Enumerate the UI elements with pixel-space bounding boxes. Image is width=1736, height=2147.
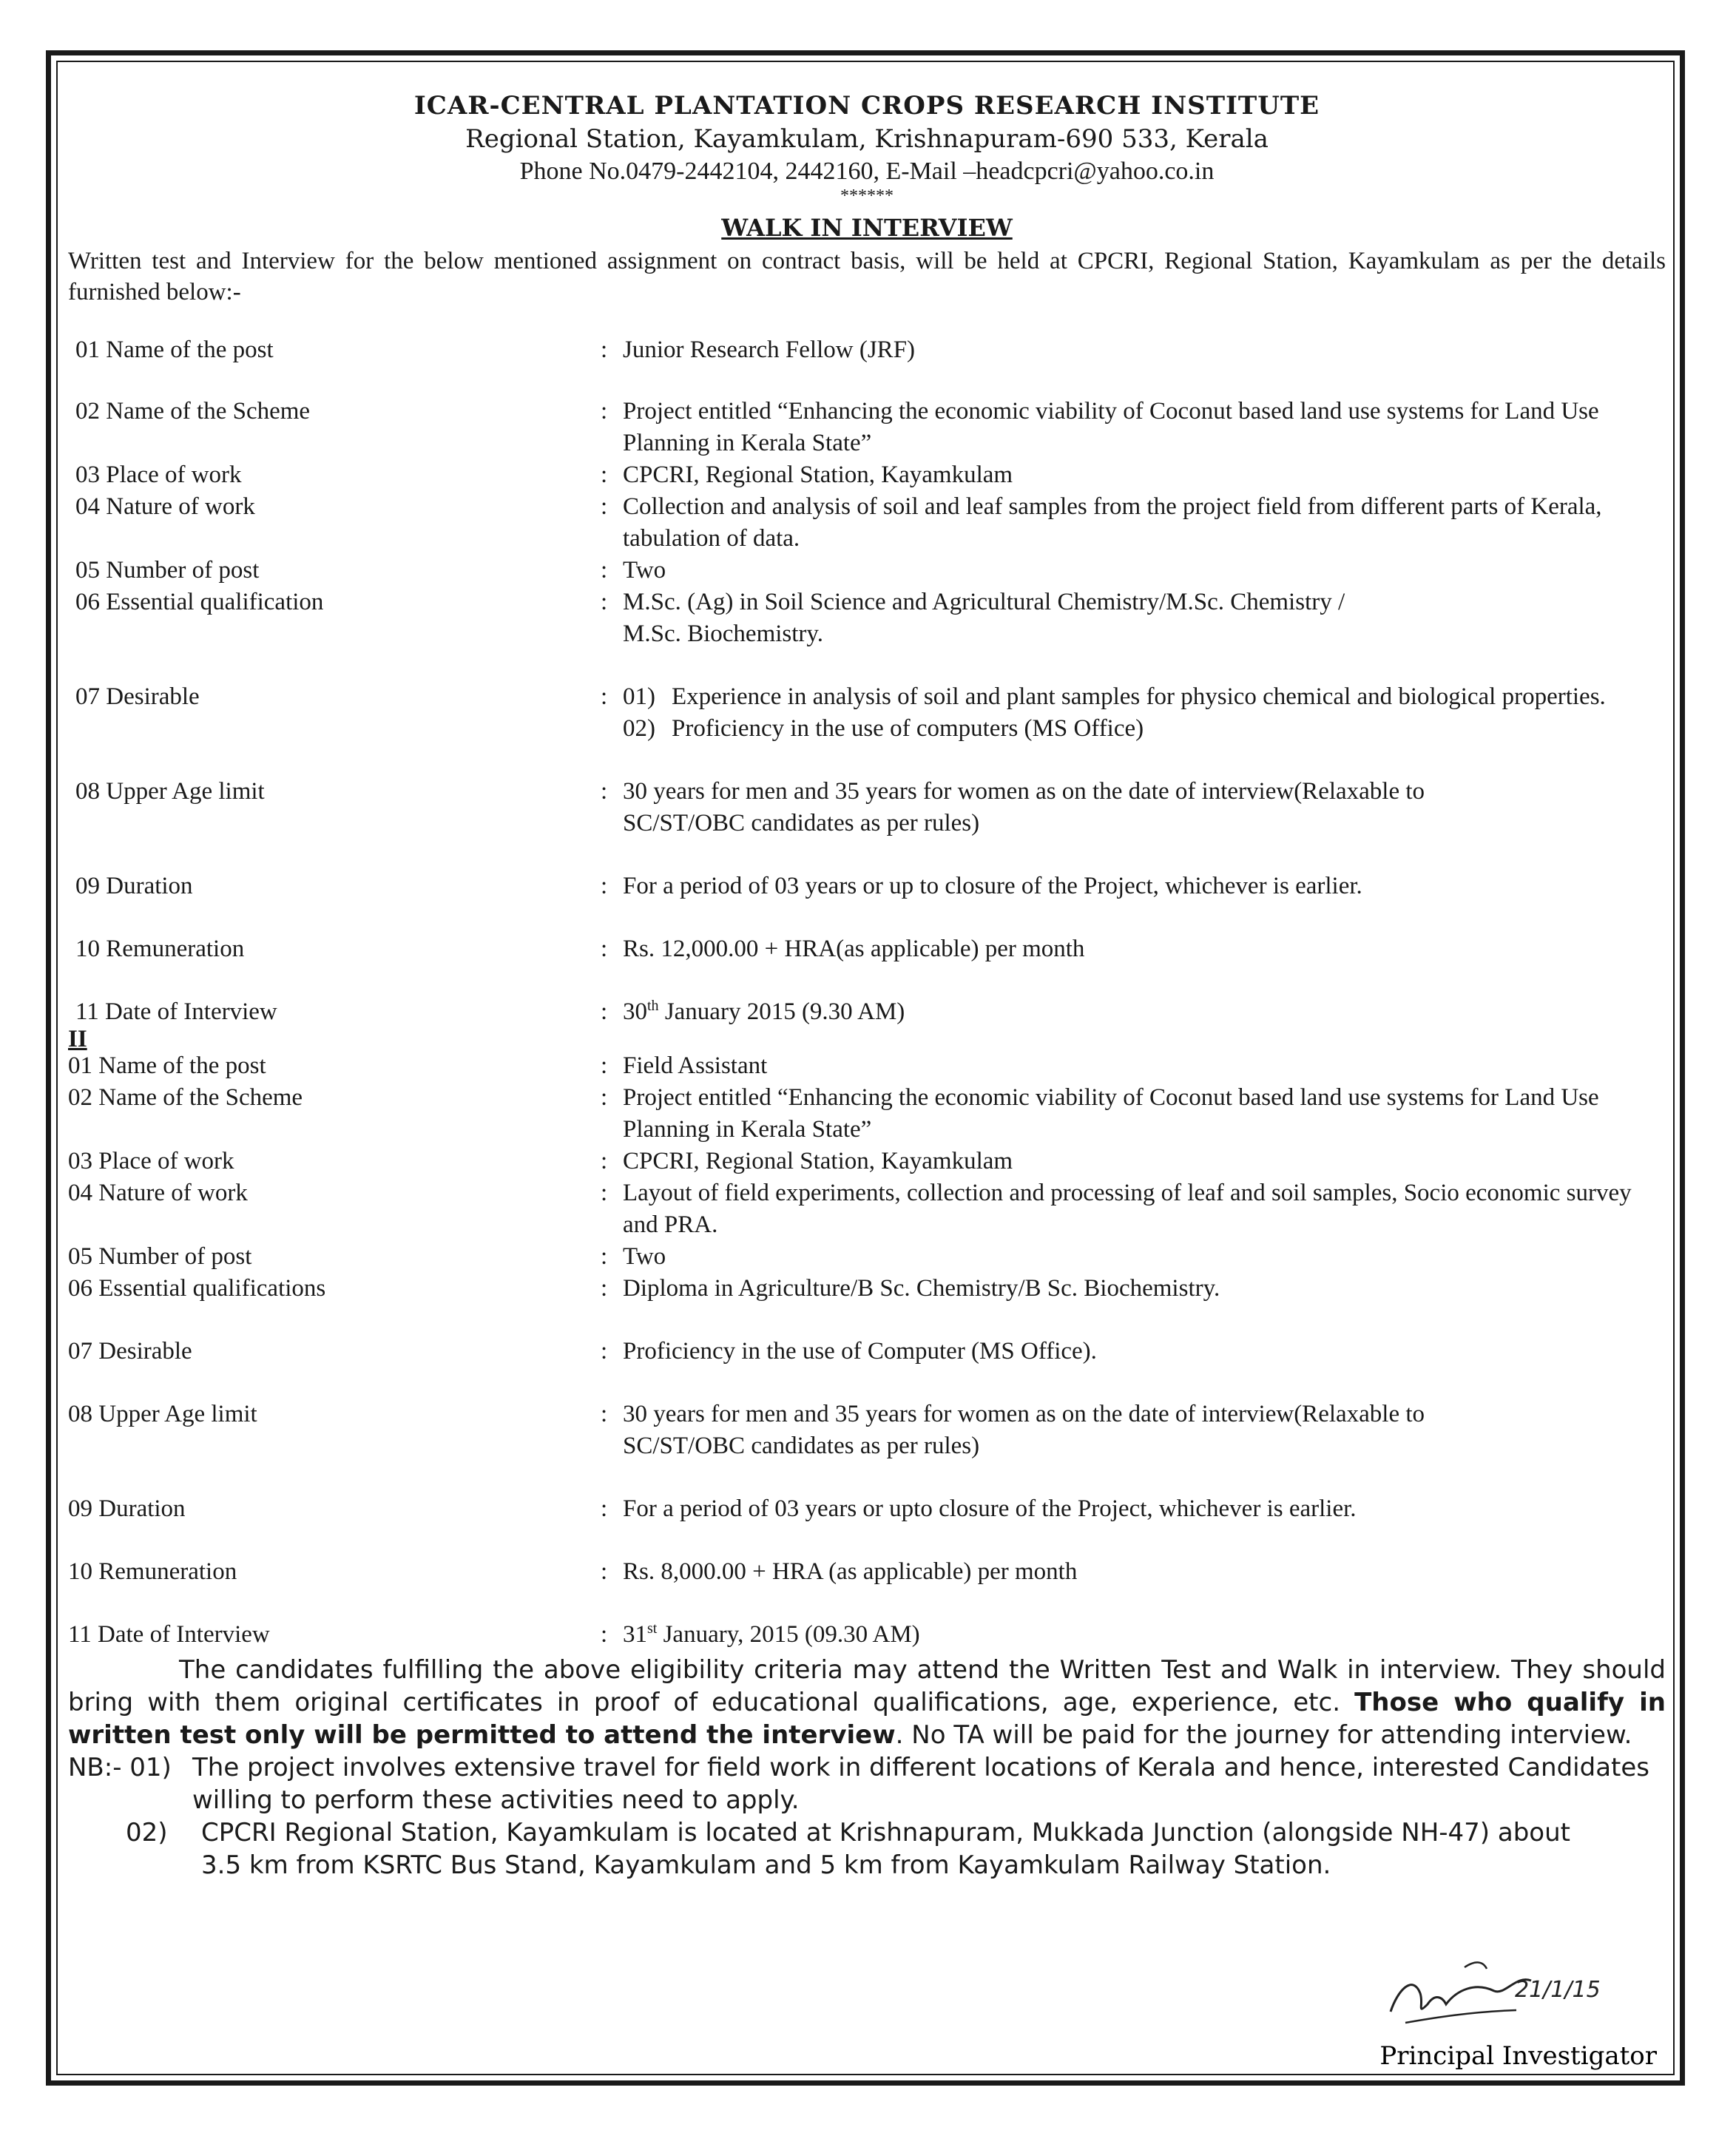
letterhead	[68, 89, 1666, 246]
detail-row: 08 Upper Age limit : 30 years for men and 35 years for women as on the date of interview(Relaxable to SC/ST/OBC candidates as per rules)	[68, 776, 1666, 839]
detail-row: 04 Nature of work : Collection and analysis of soil and leaf samples from the project field from different parts of Kerala, tabulation of data.	[68, 491, 1666, 555]
row-label: 08 Upper Age limit	[68, 1401, 257, 1427]
detail-row: 11 Date of Interview : 30th January 2015 (9.30 AM)	[68, 996, 1666, 1028]
institute-name: ICAR-CENTRAL PLANTATION CROPS RESEARCH INSTITUTE	[413, 91, 1320, 121]
detail-row: 05 Number of post : Two	[68, 555, 1666, 586]
section-number: II	[68, 1026, 87, 1052]
row-value: 30th January 2015 (9.30 AM)	[623, 998, 905, 1025]
row-value: Junior Research Fellow (JRF)	[623, 337, 916, 363]
desirable-text: Experience in analysis of soil and plant samples for physico chemical and biological properties.	[672, 683, 1606, 710]
section-field-assistant	[68, 1028, 1666, 1651]
separator-stars: ******	[840, 186, 894, 206]
row-label: 06 Essential qualification	[75, 589, 324, 615]
row-label: 10 Remuneration	[68, 1558, 237, 1585]
row-label: 03 Place of work	[75, 461, 242, 488]
row-value: Project entitled “Enhancing the economic viability of Coconut based land use systems for Land Use Planning in Kerala State”	[623, 398, 1599, 456]
row-label: 04 Nature of work	[68, 1180, 248, 1206]
detail-row: 09 Duration : For a period of 03 years or upto closure of the Project, whichever is earlier.	[68, 1493, 1666, 1525]
row-label: 02 Name of the Scheme	[68, 1084, 303, 1111]
institute-address: Regional Station, Kayamkulam, Krishnapuram-690 533, Kerala	[465, 124, 1269, 154]
row-value: Rs. 8,000.00 + HRA (as applicable) per month	[623, 1558, 1078, 1585]
detail-row: 03 Place of work : CPCRI, Regional Station, Kayamkulam	[68, 459, 1666, 491]
detail-row: 05 Number of post : Two	[68, 1241, 1666, 1273]
notice-title: WALK IN INTERVIEW	[721, 214, 1013, 242]
row-label: 07 Desirable	[68, 1338, 192, 1365]
desirable-text: Proficiency in the use of computers (MS Office)	[672, 715, 1144, 742]
row-label: 11 Date of Interview	[75, 998, 277, 1025]
row-label: 05 Number of post	[75, 557, 260, 584]
row-label: 06 Essential qualifications	[68, 1275, 326, 1302]
desirable-item: 02) Proficiency in the use of computers (MS Office)	[623, 713, 1651, 745]
row-label: 02 Name of the Scheme	[75, 398, 311, 425]
row-value: CPCRI, Regional Station, Kayamkulam	[623, 1148, 1013, 1174]
detail-row: 07 Desirable : Proficiency in the use of Computer (MS Office).	[68, 1336, 1666, 1367]
emphasis-text: Those who qualify in written test only will be permitted to attend the interview	[68, 1688, 1666, 1750]
row-value: Rs. 12,000.00 + HRA(as applicable) per month	[623, 936, 1085, 962]
row-value: Two	[623, 557, 666, 584]
detail-row: 07 Desirable : 01) Experience in analysis of soil and plant samples for physico chemical and biological properties. 02) Proficiency in the use of computers (MS Office)	[68, 681, 1666, 745]
row-label: 03 Place of work	[68, 1148, 234, 1174]
detail-row: 02 Name of the Scheme : Project entitled “Enhancing the economic viability of Coconut based land use systems for Land Use Planning in Kerala State”	[68, 1082, 1666, 1146]
row-value: 30 years for men and 35 years for women as on the date of interview(Relaxable to SC/ST/OBC candidates as per rules)	[623, 778, 1425, 836]
row-value: For a period of 03 years or up to closure of the Project, whichever is earlier.	[623, 873, 1362, 899]
row-value: CPCRI, Regional Station, Kayamkulam	[623, 461, 1013, 488]
row-label: 11 Date of Interview	[68, 1621, 270, 1648]
row-label: 08 Upper Age limit	[75, 778, 265, 805]
detail-row: 02 Name of the Scheme : Project entitled “Enhancing the economic viability of Coconut based land use systems for Land Use Planning in Kerala State”	[68, 396, 1666, 459]
notes	[68, 1751, 1666, 1881]
contact-line: Phone No.0479-2442104, 2442160, E-Mail –headcpcri@yahoo.co.in	[519, 158, 1215, 185]
row-label: 05 Number of post	[68, 1243, 252, 1270]
detail-row: 11 Date of Interview : 31st January, 2015 (09.30 AM)	[68, 1619, 1666, 1651]
intro-paragraph: Written test and Interview for the below mentioned assignment on contract basis, will be held at CPCRI, Regional Station, Kayamkulam as per the details furnished below:-	[68, 248, 1666, 305]
desirable-item: 01) Experience in analysis of soil and plant samples for physico chemical and biological properties.	[623, 681, 1651, 713]
section-jrf	[68, 334, 1666, 1028]
row-value: Collection and analysis of soil and leaf samples from the project field from different parts of Kerala, tabulation of data.	[623, 493, 1602, 552]
detail-row: 10 Remuneration : Rs. 8,000.00 + HRA (as applicable) per month	[68, 1556, 1666, 1588]
detail-row: 03 Place of work : CPCRI, Regional Station, Kayamkulam	[68, 1146, 1666, 1177]
detail-row: 01 Name of the post : Field Assistant	[68, 1050, 1666, 1082]
row-value: Project entitled “Enhancing the economic viability of Coconut based land use systems for Land Use Planning in Kerala State”	[623, 1084, 1599, 1143]
detail-row: 10 Remuneration : Rs. 12,000.00 + HRA(as applicable) per month	[68, 933, 1666, 965]
instructions-paragraph: The candidates fulfilling the above eligibility criteria may attend the Written Test and Walk in interview. They should bring with them original certificates in proof of educational qualifications, age, experience, etc. Those who qualify in written test only will be permitted to attend the interview. No TA will be paid for the journey for attending interview.	[68, 1655, 1666, 1750]
svg-text:21/1/15: 21/1/15	[1515, 1977, 1601, 2003]
row-value: 31st January, 2015 (09.30 AM)	[623, 1620, 920, 1648]
row-label: 07 Desirable	[75, 683, 200, 710]
signature-image	[1346, 1923, 1657, 2041]
note-item: NB:- 01) The project involves extensive travel for field work in different locations of Kerala and hence, interested Candidates willing to perform these activities need to apply.	[68, 1753, 1650, 1815]
row-label: 01 Name of the post	[68, 1052, 266, 1079]
row-label: 09 Duration	[75, 873, 193, 899]
row-value: Field Assistant	[623, 1052, 768, 1079]
row-value: For a period of 03 years or upto closure of the Project, whichever is earlier.	[623, 1495, 1357, 1522]
row-label: 10 Remuneration	[75, 936, 245, 962]
notice-content	[68, 89, 1666, 1881]
row-label: 01 Name of the post	[75, 337, 274, 363]
row-value: Diploma in Agriculture/B Sc. Chemistry/B Sc. Biochemistry.	[623, 1275, 1220, 1302]
detail-row: 06 Essential qualifications : Diploma in Agriculture/B Sc. Chemistry/B Sc. Biochemistry.	[68, 1273, 1666, 1305]
detail-row: 06 Essential qualification : M.Sc. (Ag) in Soil Science and Agricultural Chemistry/M.Sc. Chemistry / M.Sc. Biochemistry.	[68, 586, 1666, 650]
note-item: 02) CPCRI Regional Station, Kayamkulam is located at Krishnapuram, Mukkada Junction (alongside NH-47) about 3.5 km from KSRTC Bus Stand, Kayamkulam and 5 km from Kayamkulam Railway Station.	[126, 1818, 1570, 1880]
row-value: Layout of field experiments, collection and processing of leaf and soil samples, Socio economic survey and PRA.	[623, 1180, 1632, 1238]
detail-row: 01 Name of the post : Junior Research Fellow (JRF)	[68, 334, 1666, 366]
row-value: Proficiency in the use of Computer (MS Office).	[623, 1338, 1097, 1365]
row-value: M.Sc. (Ag) in Soil Science and Agricultural Chemistry/M.Sc. Chemistry / M.Sc. Biochemistry.	[623, 589, 1345, 647]
detail-row: 04 Nature of work : Layout of field experiments, collection and processing of leaf and soil samples, Socio economic survey and PRA.	[68, 1177, 1666, 1241]
signature-block	[1346, 1923, 1657, 2071]
row-value: Two	[623, 1243, 666, 1270]
row-label: 09 Duration	[68, 1495, 186, 1522]
signatory-title: Principal Investigator	[1379, 2041, 1657, 2071]
row-label: 04 Nature of work	[75, 493, 255, 520]
detail-row: 09 Duration : For a period of 03 years or up to closure of the Project, whichever is earlier.	[68, 870, 1666, 902]
row-value: 30 years for men and 35 years for women as on the date of interview(Relaxable to SC/ST/OBC candidates as per rules)	[623, 1401, 1425, 1459]
detail-row: 08 Upper Age limit : 30 years for men and 35 years for women as on the date of interview(Relaxable to SC/ST/OBC candidates as per rules)	[68, 1399, 1666, 1462]
